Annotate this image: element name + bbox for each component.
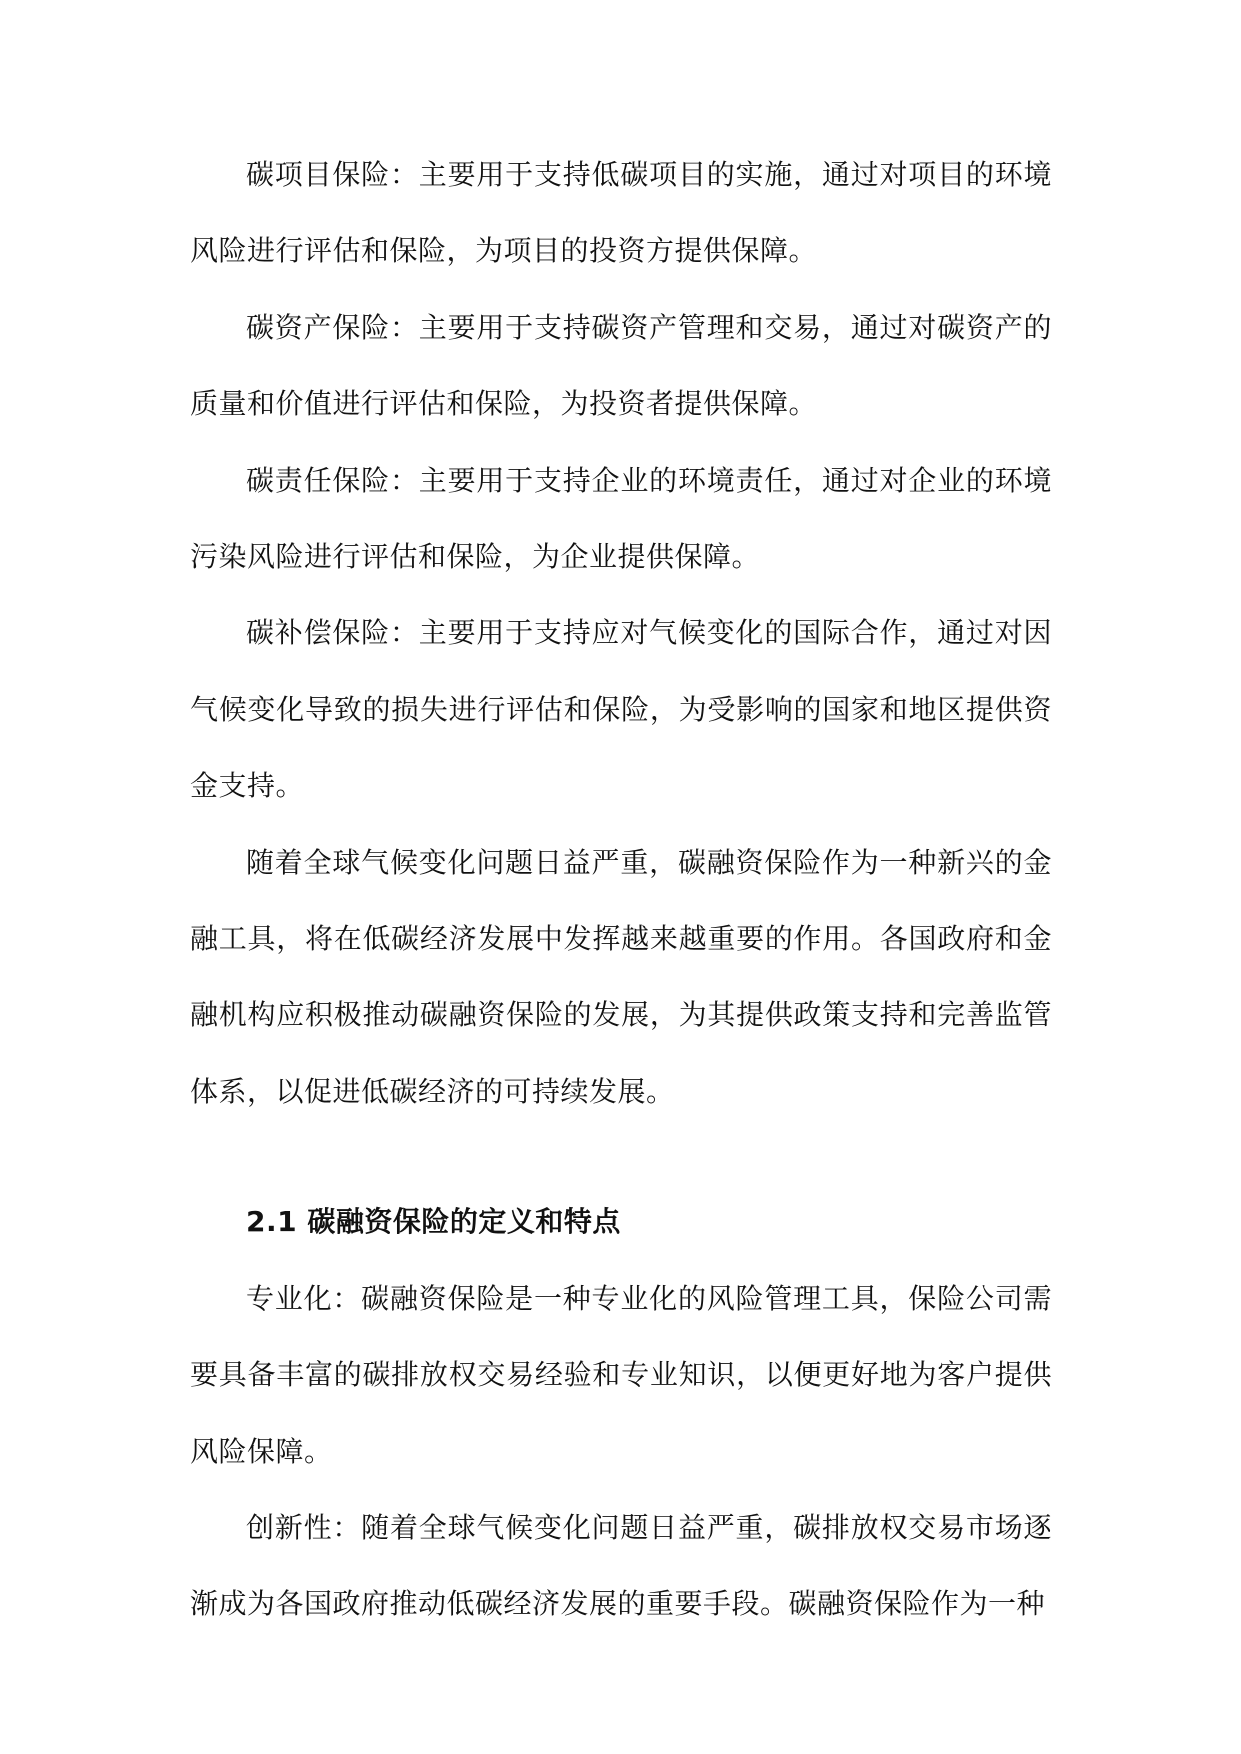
- paragraph-carbon-compensation-insurance: 碳补偿保险：主要用于支持应对气候变化的国际合作，通过对因气候变化导致的损失进行评估和保险，为受影响的国家和地区提供资金支持。: [190, 616, 1052, 803]
- paragraph-outlook: 随着全球气候变化问题日益严重，碳融资保险作为一种新兴的金融工具，将在低碳经济发展中发挥越来越重要的作用。各国政府和金融机构应积极推动碳融资保险的发展，为其提供政策支持和完善监管体系，以促进低碳经济的可持续发展。: [190, 845, 1052, 1108]
- paragraph-carbon-project-insurance: 碳项目保险：主要用于支持低碳项目的实施，通过对项目的环境风险进行评估和保险，为项目的投资方提供保障。: [190, 158, 1052, 268]
- paragraph-specialization: 专业化：碳融资保险是一种专业化的风险管理工具，保险公司需要具备丰富的碳排放权交易经验和专业知识，以便更好地为客户提供风险保障。: [190, 1281, 1052, 1468]
- section-heading: 2.1 碳融资保险的定义和特点: [246, 1205, 621, 1239]
- paragraph-carbon-asset-insurance: 碳资产保险：主要用于支持碳资产管理和交易，通过对碳资产的质量和价值进行评估和保险，为投资者提供保障。: [190, 310, 1052, 421]
- document-body: [190, 137, 1052, 1643]
- paragraph-innovation: 创新性：随着全球气候变化问题日益严重，碳排放权交易市场逐渐成为各国政府推动低碳经济发展的重要手段。碳融资保险作为一种: [190, 1510, 1052, 1621]
- paragraph-carbon-liability-insurance: 碳责任保险：主要用于支持企业的环境责任，通过对企业的环境污染风险进行评估和保险，为企业提供保障。: [190, 463, 1052, 574]
